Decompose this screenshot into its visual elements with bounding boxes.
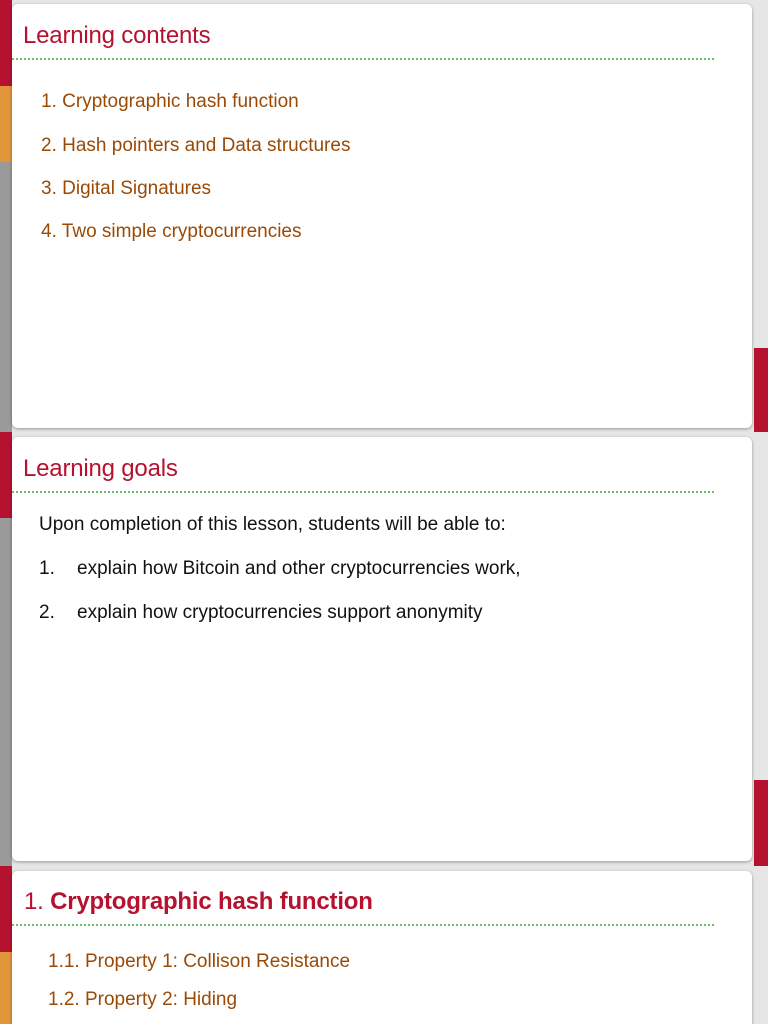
item-text: Two simple cryptocurrencies bbox=[61, 221, 302, 242]
list-item bbox=[39, 602, 483, 624]
item-text: Digital Signatures bbox=[62, 178, 212, 199]
slide-learning-contents bbox=[0, 0, 768, 432]
item-text: explain how Bitcoin and other cryptocurrencies work, bbox=[77, 558, 521, 579]
slide-card bbox=[12, 437, 752, 861]
item-number: 1.2. bbox=[48, 989, 80, 1010]
item-number: 4. bbox=[41, 221, 57, 242]
left-stripe-red bbox=[0, 0, 12, 86]
title-number: 1. bbox=[24, 888, 44, 915]
list-item bbox=[39, 558, 521, 580]
left-stripe-gray bbox=[0, 162, 12, 432]
slide-learning-goals bbox=[0, 432, 768, 866]
title-divider bbox=[12, 924, 714, 926]
slide-title bbox=[24, 888, 373, 916]
item-number: 1. bbox=[41, 91, 57, 112]
list-item bbox=[41, 221, 302, 243]
list-item bbox=[41, 91, 299, 113]
item-number: 1.1. bbox=[48, 951, 80, 972]
item-text: Property 1: Collison Resistance bbox=[84, 951, 351, 972]
slide-card bbox=[12, 4, 752, 428]
title-divider bbox=[12, 491, 714, 493]
item-text: Cryptographic hash function bbox=[62, 91, 299, 112]
left-stripe-red bbox=[0, 432, 12, 518]
item-number: 1. bbox=[39, 558, 55, 579]
left-stripe-red bbox=[0, 866, 12, 952]
slide-title: Learning contents bbox=[23, 22, 211, 49]
item-text: explain how cryptocurrencies support anonymity bbox=[77, 602, 483, 623]
item-number: 2. bbox=[39, 602, 55, 623]
left-stripe-orange bbox=[0, 952, 12, 1024]
list-item bbox=[48, 989, 237, 1011]
left-stripe-gray bbox=[0, 518, 12, 866]
right-accent-bar bbox=[754, 348, 768, 432]
item-text: Hash pointers and Data structures bbox=[62, 135, 351, 156]
title-divider bbox=[12, 58, 714, 60]
item-text: Property 2: Hiding bbox=[84, 989, 238, 1010]
slide-title: Learning goals bbox=[23, 455, 178, 482]
title-text: Cryptographic hash function bbox=[50, 888, 373, 915]
item-number: 2. bbox=[41, 135, 57, 156]
list-item bbox=[41, 178, 211, 200]
item-number: 3. bbox=[41, 178, 57, 199]
goals-intro: Upon completion of this lesson, students will be able to: bbox=[39, 514, 506, 535]
right-accent-bar bbox=[754, 780, 768, 866]
left-stripe-orange bbox=[0, 86, 12, 162]
slide-cryptographic-hash bbox=[0, 866, 768, 1024]
list-item bbox=[48, 951, 350, 973]
list-item bbox=[41, 135, 350, 157]
slide-card bbox=[12, 871, 752, 1024]
